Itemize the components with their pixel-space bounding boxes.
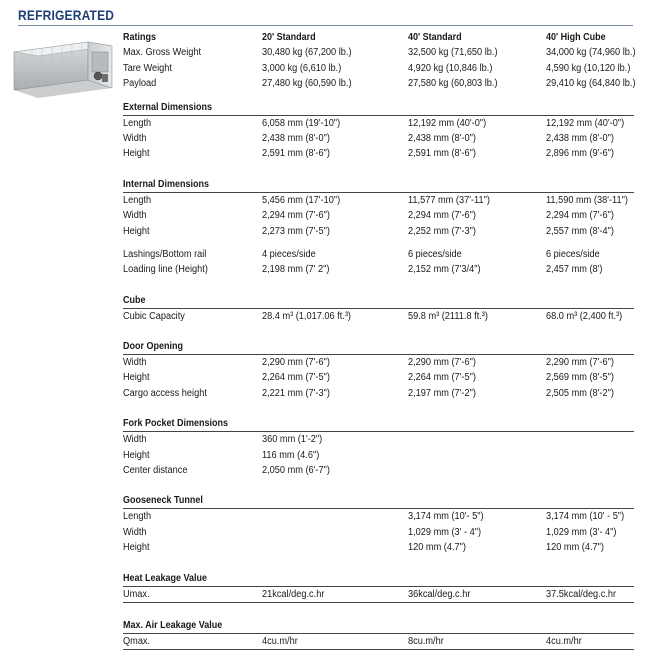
cell-40-standard: 2,294 mm (7'-6") <box>408 210 476 222</box>
section-door-opening <box>123 339 634 355</box>
row-label: Width <box>123 210 147 222</box>
cell-20-standard: 30,480 kg (67,200 lb.) <box>262 47 352 59</box>
cell-40-standard: 4,920 kg (10,846 lb.) <box>408 62 493 74</box>
table-row <box>123 634 634 650</box>
cell-20-standard: 4 pieces/side <box>262 248 316 260</box>
cell-20-standard: 2,591 mm (8'-6") <box>262 148 330 160</box>
row-label: Width <box>123 357 147 369</box>
cell-40-high-cube: 2,569 mm (8'-5") <box>546 372 614 384</box>
cell-40-standard: 11,577 mm (37'-11") <box>408 194 490 206</box>
table-row <box>123 540 634 555</box>
cell-20-standard: 5,456 mm (17'-10") <box>262 194 341 206</box>
cell-20-standard: 28.4 m³ (1,017.06 ft.³) <box>262 310 351 322</box>
row-label: Height <box>123 542 150 554</box>
row-label: Cargo access height <box>123 387 207 399</box>
cell-40-high-cube: 34,000 kg (74,960 lb.) <box>546 47 636 59</box>
section-fork-pocket-dimensions <box>123 416 634 432</box>
cell-40-high-cube: 4cu.m/hr <box>546 635 582 647</box>
row-label: Length <box>123 194 152 206</box>
row-label: Width <box>123 132 147 144</box>
cell-40-high-cube: 68.0 m³ (2,400 ft.³) <box>546 310 623 322</box>
cell-40-standard: 36kcal/deg.c.hr <box>408 588 471 600</box>
table-row <box>123 432 634 447</box>
cell-20-standard: 2,438 mm (8'-0") <box>262 132 330 144</box>
section-heat-leakage-value <box>123 571 634 587</box>
cell-40-high-cube: 2,294 mm (7'-6") <box>546 210 614 222</box>
table-row <box>123 309 634 324</box>
row-label: Height <box>123 449 150 461</box>
cell-40-standard: 32,500 kg (71,650 lb.) <box>408 47 498 59</box>
section-title: External Dimensions <box>123 101 213 113</box>
header-row <box>123 30 634 45</box>
cell-40-high-cube: 37.5kcal/deg.c.hr <box>546 588 617 600</box>
section-title: Gooseneck Tunnel <box>123 495 203 507</box>
cell-40-standard: 3,174 mm (10'- 5") <box>408 511 484 523</box>
cell-20-standard: 2,290 mm (7'-6") <box>262 357 330 369</box>
cell-40-standard: 6 pieces/side <box>408 248 462 260</box>
table-row <box>123 247 634 262</box>
cell-20-standard: 2,221 mm (7'-3") <box>262 387 330 399</box>
cell-40-high-cube: 6 pieces/side <box>546 248 600 260</box>
table-row <box>123 193 634 208</box>
row-label: Cubic Capacity <box>123 310 185 322</box>
refrigerated-container-image <box>12 38 118 98</box>
row-label: Height <box>123 372 150 384</box>
cell-20-standard: 27,480 kg (60,590 lb.) <box>262 78 352 90</box>
cell-40-high-cube: 2,290 mm (7'-6") <box>546 357 614 369</box>
cell-20-standard: 2,198 mm (7' 2") <box>262 264 330 276</box>
table-row <box>123 224 634 239</box>
row-label: Height <box>123 225 150 237</box>
cell-40-standard: 2,197 mm (7'-2") <box>408 387 476 399</box>
cell-40-standard: 120 mm (4.7") <box>408 542 466 554</box>
cell-40-standard: 2,152 mm (7'3/4") <box>408 264 481 276</box>
cell-40-standard: 2,438 mm (8'-0") <box>408 132 476 144</box>
cell-40-standard: 59.8 m³ (2111.8 ft.³) <box>408 310 488 322</box>
table-row <box>123 587 634 603</box>
cell-40-standard: 2,264 mm (7'-5") <box>408 372 476 384</box>
cell-40-high-cube: 4,590 kg (10,120 lb.) <box>546 62 631 74</box>
page-title: REFRIGERATED <box>18 7 115 23</box>
cell-40-high-cube: 29,410 kg (64,840 lb.) <box>546 78 636 90</box>
cell-40-high-cube: 120 mm (4.7") <box>546 542 604 554</box>
table-row <box>123 370 634 385</box>
table-row <box>123 208 634 223</box>
cell-20-standard: 2,050 mm (6'-7") <box>262 465 330 477</box>
section-internal-dimensions <box>123 177 634 193</box>
table-row <box>123 355 634 370</box>
table-row <box>123 463 634 478</box>
row-label: Height <box>123 148 150 160</box>
row-label: Payload <box>123 78 157 90</box>
cell-40-high-cube: 2,505 mm (8'-2") <box>546 387 614 399</box>
section-gooseneck-tunnel <box>123 493 634 509</box>
table-row <box>123 76 634 91</box>
section-external-dimensions <box>123 100 634 116</box>
cell-40-standard: 1,029 mm (3' - 4") <box>408 526 482 538</box>
table-row <box>123 262 634 277</box>
section-cube <box>123 293 634 309</box>
cell-40-high-cube: 1,029 mm (3'- 4") <box>546 526 617 538</box>
cell-20-standard: 2,264 mm (7'-5") <box>262 372 330 384</box>
cell-40-standard: 2,591 mm (8'-6") <box>408 148 476 160</box>
cell-20-standard: 2,273 mm (7'-5") <box>262 225 330 237</box>
cell-40-high-cube: 11,590 mm (38'-11") <box>546 194 628 206</box>
section-title: Door Opening <box>123 341 184 353</box>
row-label: Tare Weight <box>123 62 172 74</box>
section-title: Max. Air Leakage Value <box>123 619 223 631</box>
section-max-air-leakage-value <box>123 618 634 634</box>
header-col-40-high-cube: 40' High Cube <box>546 32 606 43</box>
cell-40-high-cube: 12,192 mm (40'-0") <box>546 117 625 129</box>
cell-40-standard: 2,290 mm (7'-6") <box>408 357 476 369</box>
cell-40-standard: 2,252 mm (7'-3") <box>408 225 476 237</box>
table-row <box>123 386 634 401</box>
table-row <box>123 45 634 60</box>
cell-40-high-cube: 2,896 mm (9'-6") <box>546 148 614 160</box>
cell-40-high-cube: 2,557 mm (8'-4") <box>546 225 614 237</box>
cell-40-standard: 27,580 kg (60,803 lb.) <box>408 78 498 90</box>
cell-20-standard: 3,000 kg (6,610 lb.) <box>262 62 342 74</box>
cell-20-standard: 21kcal/deg.c.hr <box>262 588 325 600</box>
header-col-20-standard: 20' Standard <box>262 32 316 43</box>
row-label: Lashings/Bottom rail <box>123 248 207 260</box>
cell-20-standard: 116 mm (4.6") <box>262 449 320 461</box>
cell-40-standard: 12,192 mm (40'-0") <box>408 117 487 129</box>
section-title: Fork Pocket Dimensions <box>123 418 229 430</box>
row-label: Width <box>123 434 147 446</box>
section-title: Cube <box>123 294 146 306</box>
table-row <box>123 61 634 76</box>
row-label: Loading line (Height) <box>123 264 208 276</box>
table-row <box>123 116 634 131</box>
section-title: Internal Dimensions <box>123 178 210 190</box>
row-label: Width <box>123 526 147 538</box>
row-label: Qmax. <box>123 635 151 647</box>
table-row <box>123 146 634 161</box>
cell-20-standard: 2,294 mm (7'-6") <box>262 210 330 222</box>
table-row <box>123 131 634 146</box>
header-label: Ratings <box>123 32 157 43</box>
row-label: Length <box>123 117 152 129</box>
title-rule <box>18 25 633 26</box>
cell-20-standard: 4cu.m/hr <box>262 635 298 647</box>
row-label: Max. Gross Weight <box>123 47 202 59</box>
header-col-40-standard: 40' Standard <box>408 32 462 43</box>
cell-40-high-cube: 2,457 mm (8') <box>546 264 603 276</box>
section-title: Heat Leakage Value <box>123 572 208 584</box>
cell-40-high-cube: 2,438 mm (8'-0") <box>546 132 614 144</box>
row-label: Length <box>123 511 152 523</box>
cell-40-high-cube: 3,174 mm (10' - 5") <box>546 511 625 523</box>
row-label: Center distance <box>123 465 188 477</box>
cell-20-standard: 360 mm (1'-2") <box>262 434 323 446</box>
cell-20-standard: 6,058 mm (19'-10") <box>262 117 341 129</box>
table-row <box>123 525 634 540</box>
table-row <box>123 509 634 524</box>
spec-table <box>123 30 634 650</box>
table-row <box>123 448 634 463</box>
cell-40-standard: 8cu.m/hr <box>408 635 444 647</box>
row-label: Umax. <box>123 588 150 600</box>
